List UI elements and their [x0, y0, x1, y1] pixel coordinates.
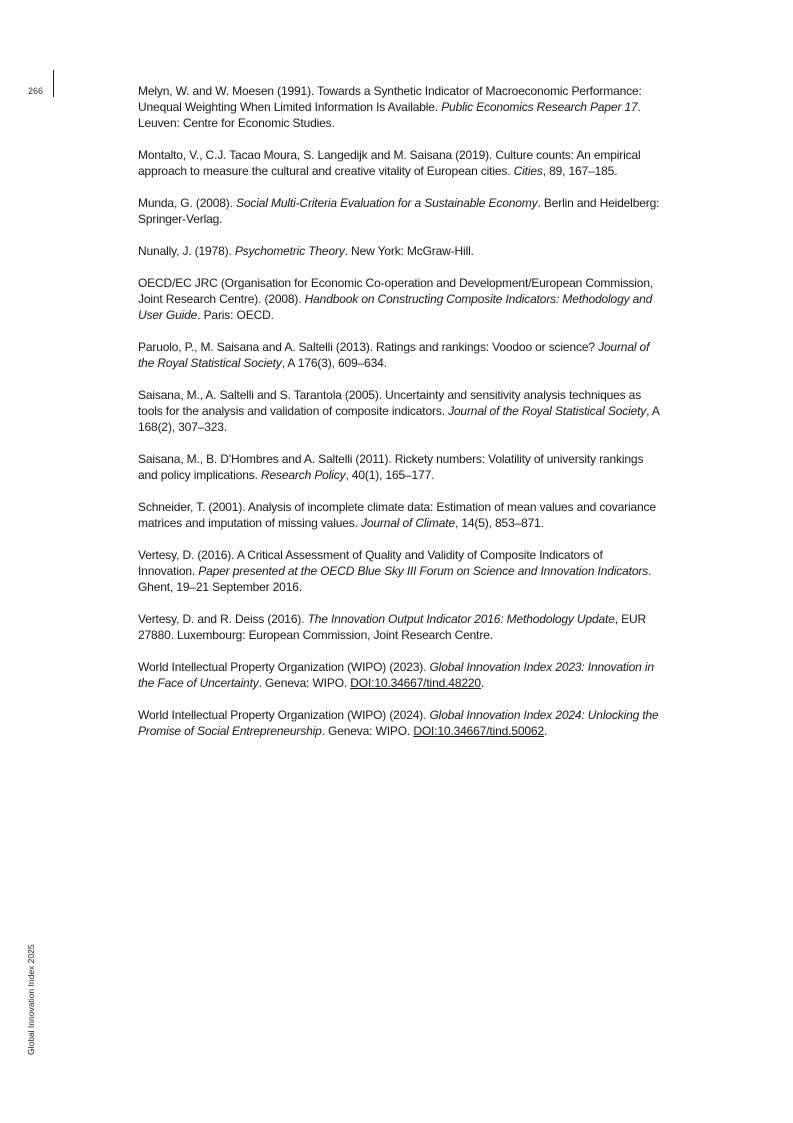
reference-text: Paruolo, P., M. Saisana and A. Saltelli (2013). Ratings and rankings: Voodoo or science?	[138, 340, 599, 354]
reference-italic: Social Multi-Criteria Evaluation for a Sustainable Economy	[236, 196, 538, 210]
reference-text: World Intellectual Property Organization (WIPO) (2024).	[138, 708, 430, 722]
reference-item	[138, 499, 660, 531]
reference-text: , 14(5), 853–871.	[455, 516, 544, 530]
reference-text: . Geneva: WIPO.	[321, 724, 414, 738]
reference-italic: Journal of Climate	[361, 516, 456, 530]
reference-italic: Global Innovation Index 2023: Innovation in the Face of Uncertainty	[138, 660, 654, 690]
reference-item	[138, 547, 660, 595]
reference-item	[138, 243, 660, 259]
reference-item	[138, 451, 660, 483]
reference-text: Saisana, M., A. Saltelli and S. Tarantola (2005). Uncertainty and sensitivity analysis techniques as tools for the analysis and validation of composite indicators.	[138, 388, 642, 418]
reference-italic: Paper presented at the OECD Blue Sky III Forum on Science and Innovation Indicators	[198, 564, 649, 578]
reference-italic: Research Policy	[260, 468, 346, 482]
reference-text: . Berlin and Heidelberg: Springer-Verlag.	[138, 196, 660, 226]
doi-link[interactable]: DOI:10.34667/tind.48220	[350, 676, 481, 690]
reference-italic: Journal of the Royal Statistical Society	[138, 340, 650, 370]
reference-item	[138, 387, 660, 435]
reference-text: OECD/EC JRC (Organisation for Economic Co-operation and Development/European Commission, Joint Research Centre). (2008).	[138, 276, 654, 306]
reference-item	[138, 275, 660, 323]
reference-text: . Leuven: Centre for Economic Studies.	[138, 100, 641, 130]
reference-text: Vertesy, D. (2016). A Critical Assessment of Quality and Validity of Composite Indicators of Innovation.	[138, 548, 603, 578]
reference-text: . New York: McGraw-Hill.	[344, 244, 474, 258]
reference-text: .	[543, 724, 548, 738]
reference-text: World Intellectual Property Organization (WIPO) (2023).	[138, 660, 430, 674]
reference-text: , A 176(3), 609–634.	[281, 356, 387, 370]
reference-text: . Ghent, 19–21 September 2016.	[138, 564, 652, 594]
reference-item	[138, 339, 660, 371]
reference-text: , EUR 27880. Luxembourg: European Commission, Joint Research Centre.	[138, 612, 646, 642]
reference-text: Schneider, T. (2001). Analysis of incomplete climate data: Estimation of mean values and covariance matrices and imputation of missing values.	[138, 500, 656, 530]
reference-text: Munda, G. (2008).	[138, 196, 237, 210]
reference-text: , 89, 167–185.	[542, 164, 618, 178]
reference-text: Montalto, V., C.J. Tacao Moura, S. Langedijk and M. Saisana (2019). Culture counts: An empirical approach to measure the cultural and creative vitality of European cities.	[138, 148, 641, 178]
reference-italic: Psychometric Theory	[234, 244, 345, 258]
page-number-rule	[53, 70, 54, 97]
reference-text: . Paris: OECD.	[197, 308, 274, 322]
page-number: 266	[28, 86, 44, 96]
side-caption: Global Innovation Index 2025	[26, 944, 36, 1055]
reference-list	[138, 83, 660, 755]
reference-italic: Cities	[513, 164, 543, 178]
reference-italic: Global Innovation Index 2024: Unlocking the Promise of Social Entrepreneurship	[138, 708, 659, 738]
doi-link[interactable]: DOI:10.34667/tind.50062	[413, 724, 544, 738]
reference-text: . Geneva: WIPO.	[258, 676, 351, 690]
reference-item	[138, 195, 660, 227]
reference-item	[138, 611, 660, 643]
reference-italic: Journal of the Royal Statistical Society	[448, 404, 647, 418]
reference-text: Saisana, M., B. D'Hombres and A. Saltelli (2011). Rickety numbers: Volatility of university rankings and policy implications.	[138, 452, 644, 482]
reference-text: , A 168(2), 307–323.	[138, 404, 660, 434]
reference-item	[138, 147, 660, 179]
reference-text: Melyn, W. and W. Moesen (1991). Towards a Synthetic Indicator of Macroeconomic Performance: Unequal Weighting When Limited Information Is Available.	[138, 84, 642, 114]
reference-italic: Handbook on Constructing Composite Indicators: Methodology and User Guide	[138, 292, 653, 322]
reference-text: , 40(1), 165–177.	[345, 468, 435, 482]
reference-text: Nunally, J. (1978).	[138, 244, 235, 258]
reference-text: .	[480, 676, 485, 690]
reference-item	[138, 659, 660, 691]
reference-italic: Public Economics Research Paper 17	[441, 100, 638, 114]
reference-italic: The Innovation Output Indicator 2016: Methodology Update	[307, 612, 615, 626]
reference-text: Vertesy, D. and R. Deiss (2016).	[138, 612, 308, 626]
reference-item	[138, 83, 660, 131]
reference-item	[138, 707, 660, 739]
